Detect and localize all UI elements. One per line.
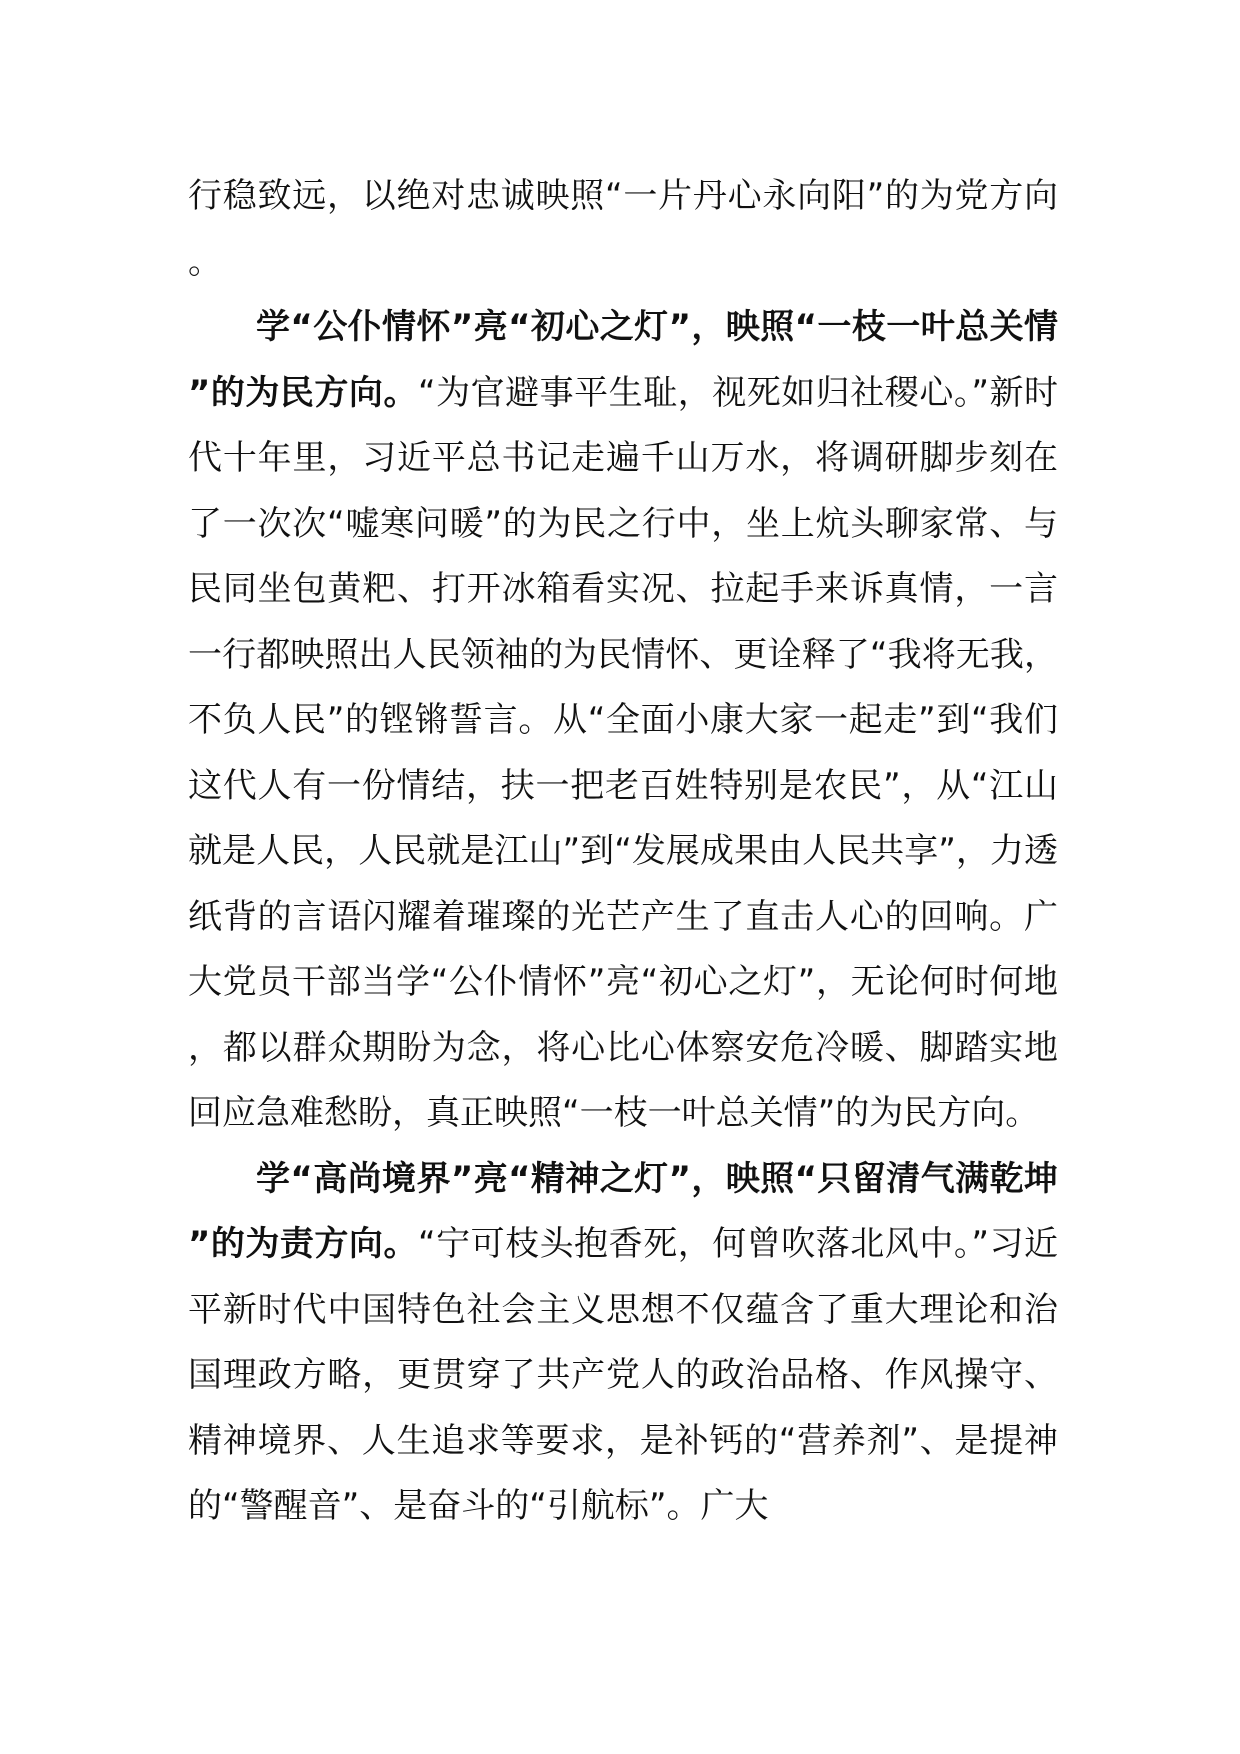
paragraph-3: [188, 1147, 1058, 1540]
paragraph-1: [188, 164, 1058, 295]
paragraph-2-body: “为官避事平生耻，视死如归社稷心。”新时代十年里，习近平总书记走遍千山万水，将调研脚步刻在了一次次“嘘寒问暖”的为民之行中，坐上炕头聊家常、与民同坐包黄粑、打开冰箱看实况、拉起手来诉真情，一言一行都映照出人民领袖的为民情怀、更诠释了“我将无我，不负人民”的铿锵誓言。从“全面小康大家一起走”到“我们这代人有一份情结，扶一把老百姓特别是农民”，从“江山就是人民，人民就是江山”到“发展成果由人民共享”，力透纸背的言语闪耀着璀璨的光芒产生了直击人心的回响。广大党员干部当学“公仆情怀”亮“初心之灯”，无论何时何地，都以群众期盼为念，将心比心体察安危冷暖、脚踏实地回应急难愁盼，真正映照“一枝一叶总关情”的为民方向。: [188, 372, 1058, 1133]
paragraph-2: [188, 295, 1058, 1147]
paragraph-3-body: “宁可枝头抱香死，何曾吹落北风中。”习近平新时代中国特色社会主义思想不仅蕴含了重大理论和治国理政方略，更贯穿了共产党人的政治品格、作风操守、精神境界、人生追求等要求，是补钙的“营养剂”、是提神的“警醒音”、是奋斗的“引航标”。广大: [188, 1224, 1058, 1526]
paragraph-2-heading: 学“公仆情怀”亮“初心之灯”，映照“一枝一叶总关情”的为民方向。: [188, 307, 1058, 413]
paragraph-1-text: 行稳致远，以绝对忠诚映照“一片丹心永向阳”的为党方向。: [188, 176, 1058, 282]
body-text: [188, 164, 1058, 1540]
paragraph-3-heading: 学“高尚境界”亮“精神之灯”，映照“只留清气满乾坤”的为责方向。: [188, 1158, 1058, 1264]
